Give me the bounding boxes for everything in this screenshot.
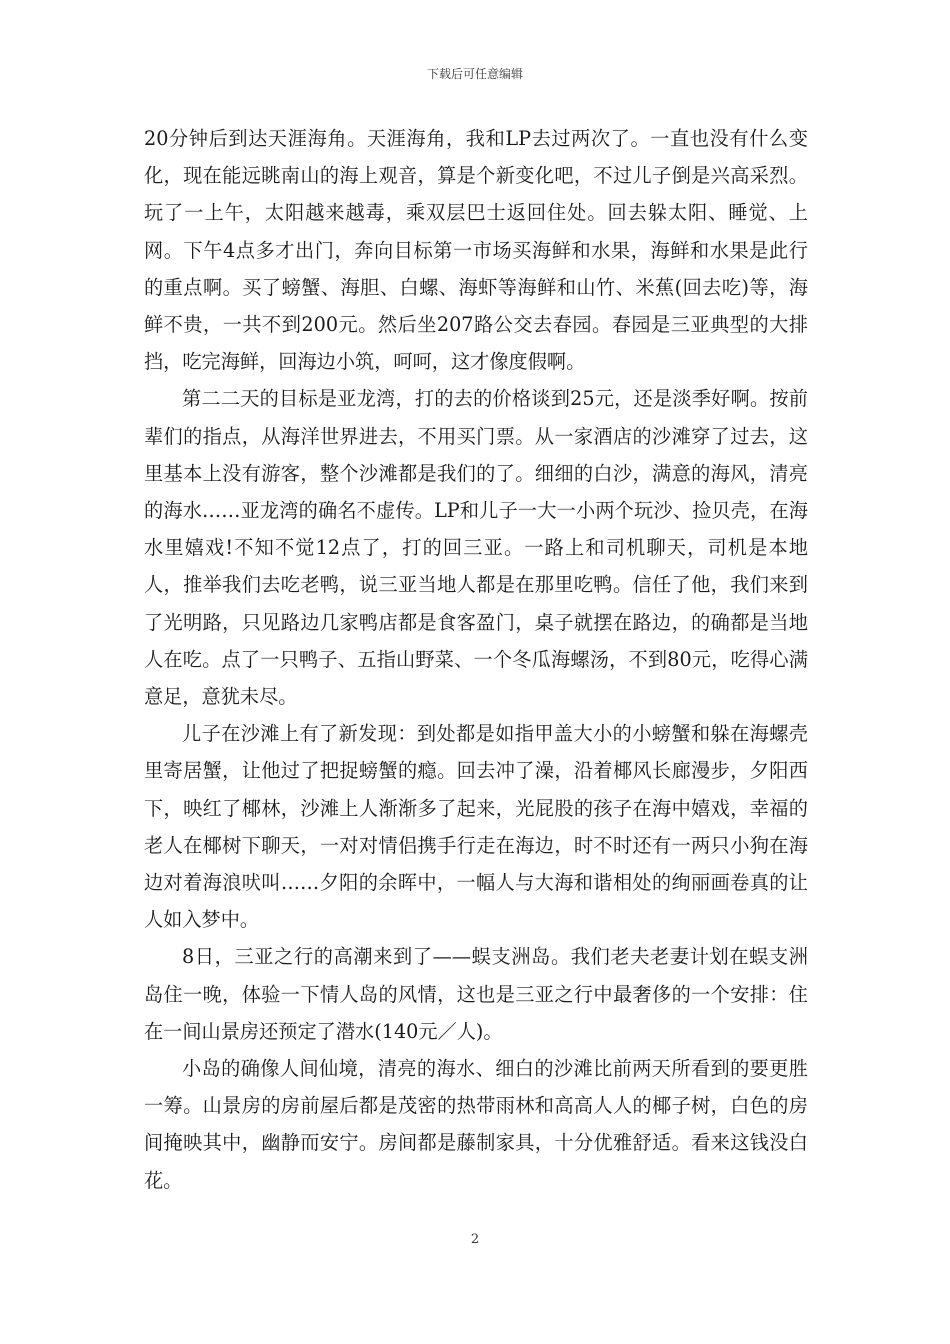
paragraph-3: 儿子在沙滩上有了新发现：到处都是如指甲盖大小的小螃蟹和躲在海螺壳里寄居蟹，让他过了把捉螃蟹的瘾。回去冲了澡，沿着椰风长廊漫步，夕阳西下，映红了椰林，沙滩上人渐渐多了起来，光屁股的孩子在海中嬉戏，幸福的老人在椰树下聊天，一对对情侣携手行走在海边，时不时还有一两只小狗在海边对着海浪吠叫……夕阳的余晖中，一幅人与大海和谐相处的绚丽画卷真的让人如入梦中。 xyxy=(144,722,808,932)
page-number: 2 xyxy=(470,1232,480,1247)
document-body xyxy=(144,120,808,1199)
paragraph-4: 8日，三亚之行的高潮来到了——蜈支洲岛。我们老夫老妻计划在蜈支洲岛住一晚，体验一下情人岛的风情，这也是三亚之行中最奢侈的一个安排：住在一间山景房还预定了潜水(140元／人)。 xyxy=(144,945,808,1043)
paragraph-1: 20分钟后到达天涯海角。天涯海角，我和LP去过两次了。一直也没有什么变化，现在能远眺南山的海上观音，算是个新变化吧，不过儿子倒是兴高采烈。玩了一上午，太阳越来越毒，乘双层巴士返回住处。回去躲太阳、睡觉、上网。下午4点多才出门，奔向目标第一市场买海鲜和水果，海鲜和水果是此行的重点啊。买了螃蟹、海胆、白螺、海虾等海鲜和山竹、米蕉(回去吃)等，海鲜不贵，一共不到200元。然后坐207路公交去春园。春园是三亚典型的大排挡，吃完海鲜，回海边小筑，呵呵，这才像度假啊。 xyxy=(144,127,808,374)
page-header: 下载后可任意编辑 xyxy=(426,67,523,81)
paragraph-2: 第二二天的目标是亚龙湾，打的去的价格谈到25元，还是淡季好啊。按前辈们的指点，从海洋世界进去，不用买门票。从一家酒店的沙滩穿了过去，这里基本上没有游客，整个沙滩都是我们的了。细细的白沙，满意的海风，清亮的海水……亚龙湾的确名不虚传。LP和儿子一大一小两个玩沙、捡贝壳，在海水里嬉戏!不知不觉12点了，打的回三亚。一路上和司机聊天，司机是本地人，推举我们去吃老鸭，说三亚当地人都是在那里吃鸭。信任了他，我们来到了光明路，只见路边几家鸭店都是食客盈门，桌子就摆在路边，的确都是当地人在吃。点了一只鸭子、五指山野菜、一个冬瓜海螺汤，不到80元，吃得心满意足，意犹未尽。 xyxy=(144,387,808,709)
paragraph-5: 小岛的确像人间仙境，清亮的海水、细白的沙滩比前两天所看到的要更胜一筹。山景房的房前屋后都是茂密的热带雨林和高高人人的椰子树，白色的房间掩映其中，幽静而安宁。房间都是藤制家具，十分优雅舒适。看来这钱没白花。 xyxy=(144,1057,808,1192)
